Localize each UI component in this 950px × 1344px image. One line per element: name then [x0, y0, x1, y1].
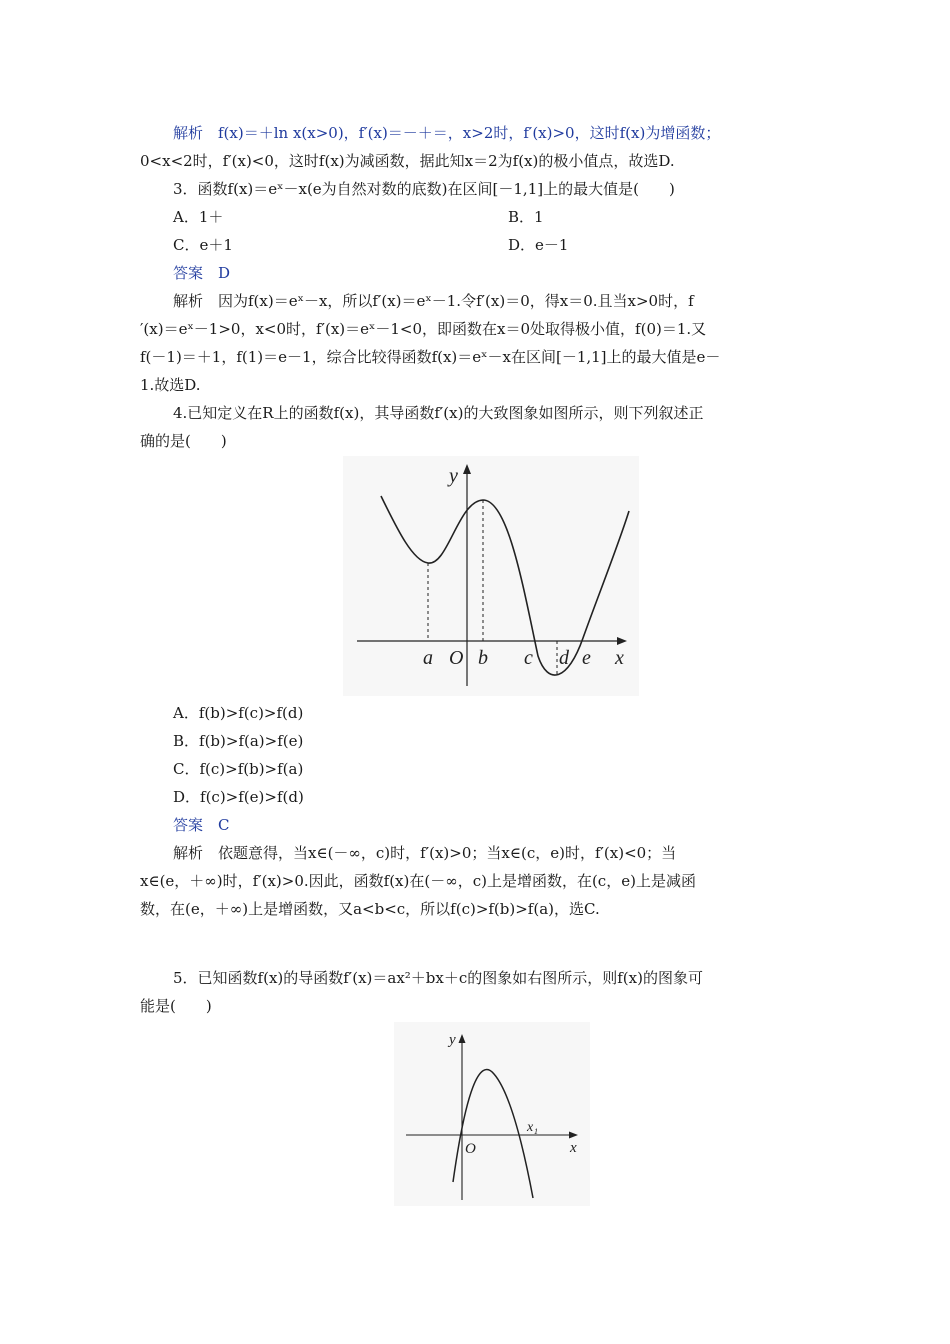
label-x: x	[615, 647, 624, 669]
q4-option-a: A．f(b)>f(c)>f(d)	[173, 704, 304, 722]
label-d: d	[559, 647, 569, 669]
q4-answer: 答案 C	[173, 816, 230, 834]
q3-option-d: D．e－1	[508, 236, 569, 254]
label-a: a	[423, 647, 433, 669]
q4-analysis-line-3: 数，在(e，＋∞)上是增函数，又a<b<c，所以f(c)>f(b)>f(a)，选C.	[140, 900, 600, 918]
label-origin: O	[449, 647, 464, 669]
analysis-line-2: 0<x<2时，f′(x)<0，这时f(x)为减函数，据此知x＝2为f(x)的极小值点，故选D.	[140, 152, 675, 170]
question-4-line-2: 确的是( )	[140, 432, 227, 450]
q3-option-b: B．1	[508, 208, 544, 226]
label-c: c	[524, 647, 533, 669]
q4-option-d: D．f(c)>f(e)>f(d)	[173, 788, 304, 806]
label-b: b	[478, 647, 488, 669]
label-e: e	[582, 647, 591, 669]
derivative-graph-figure	[343, 456, 639, 696]
question-5-line-2: 能是( )	[140, 997, 212, 1015]
q3-analysis-line-2: ′(x)＝eˣ－1>0，x<0时，f′(x)＝eˣ－1<0，即函数在x＝0处取得极小值，f(0)＝1.又	[140, 320, 707, 338]
label-x: x	[570, 1140, 577, 1156]
q3-analysis-line-4: 1.故选D.	[140, 376, 201, 394]
q3-analysis-line-3: f(－1)＝＋1，f(1)＝e－1，综合比较得函数f(x)＝eˣ－x在区间[－1,1]上的最大值是e－	[140, 348, 721, 366]
label-origin: O	[465, 1141, 476, 1157]
q3-answer: 答案 D	[173, 264, 231, 282]
q4-option-c: C．f(c)>f(b)>f(a)	[173, 760, 304, 778]
q4-analysis-line-2: x∈(e，＋∞)时，f′(x)>0.因此，函数f(x)在(－∞，c)上是增函数，在(c，e)上是减函	[140, 872, 696, 890]
question-5-line-1: 5．已知函数f(x)的导函数f′(x)＝ax²＋bx＋c的图象如右图所示，则f(x)的图象可	[173, 969, 703, 987]
label-x1: x₁	[527, 1120, 539, 1135]
q3-option-a: A．1＋	[173, 208, 224, 226]
q4-analysis-line-1: 解析 依题意得，当x∈(－∞，c)时，f′(x)>0；当x∈(c，e)时，f′(x)<0；当	[173, 844, 677, 862]
label-y: y	[449, 465, 458, 487]
q4-option-b: B．f(b)>f(a)>f(e)	[173, 732, 304, 750]
label-y: y	[449, 1032, 456, 1048]
question-4-line-1: 4.已知定义在R上的函数f(x)，其导函数f′(x)的大致图象如图所示，则下列叙述正	[173, 404, 704, 422]
analysis-line-1: 解析 f(x)＝＋ln x(x>0)，f′(x)＝－＋＝，x>2时，f′(x)>0，这时f(x)为增函数；	[173, 124, 721, 142]
quadratic-derivative-figure	[394, 1022, 590, 1206]
question-3: 3．函数f(x)＝eˣ－x(e为自然对数的底数)在区间[－1,1]上的最大值是( )	[173, 180, 675, 198]
q3-analysis-line-1: 解析 因为f(x)＝eˣ－x，所以f′(x)＝eˣ－1.令f′(x)＝0，得x＝0.且当x>0时，f	[173, 292, 694, 310]
q3-option-c: C．e＋1	[173, 236, 233, 254]
